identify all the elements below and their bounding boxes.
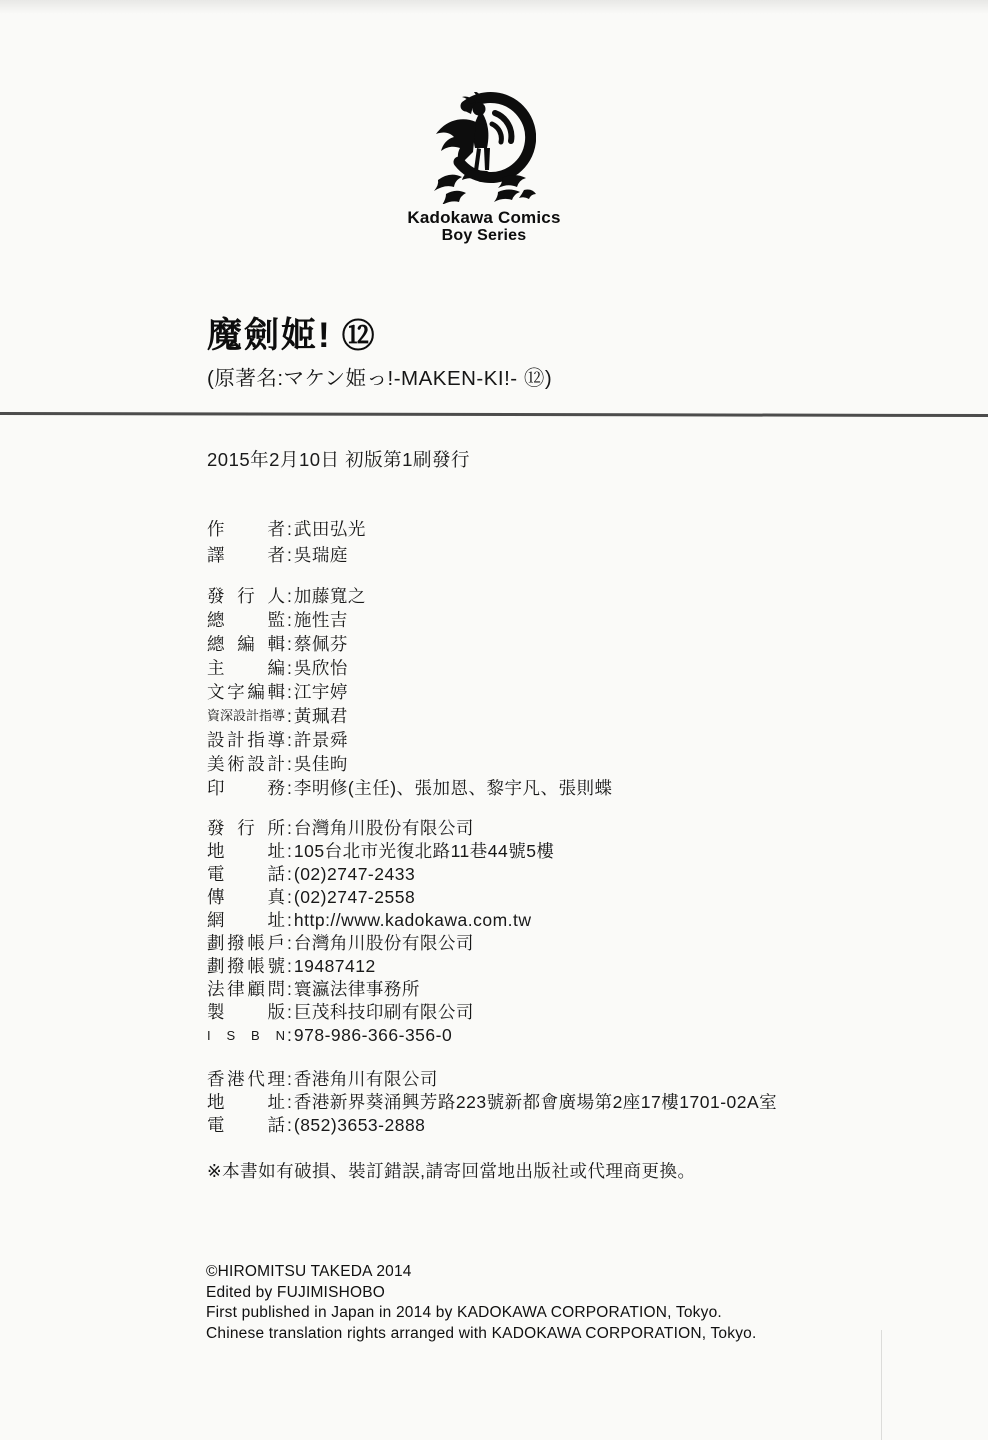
credit-value: 香港新界葵涌興芳路223號新都會廣場第2座17樓1701-02A室 — [293, 1092, 778, 1112]
credit-label: 資深設計指導 — [207, 708, 286, 723]
credit-separator: : — [287, 1092, 292, 1112]
credit-label: 網址 — [207, 910, 285, 930]
credit-separator: : — [287, 1069, 292, 1089]
credit-separator: : — [287, 1025, 292, 1045]
credit-separator: : — [287, 706, 292, 726]
divider-line — [0, 412, 988, 417]
credit-row — [207, 978, 554, 1001]
credit-label: 香港代理 — [207, 1069, 285, 1089]
credit-value: 台灣角川股份有限公司 — [293, 818, 474, 838]
credit-label: 傳真 — [207, 887, 285, 907]
credit-row — [207, 955, 554, 978]
publisher-logo — [403, 92, 565, 245]
credit-separator: : — [287, 887, 292, 907]
credit-value: 李明修(主任)、張加恩、黎宇凡、張則蝶 — [293, 778, 613, 798]
title-block — [207, 316, 552, 391]
credit-separator: : — [287, 586, 292, 606]
credit-label: 製版 — [207, 1002, 285, 1022]
credit-value: (852)3653-2888 — [293, 1115, 426, 1135]
credit-label: 法律顧問 — [207, 979, 285, 999]
credit-separator: : — [287, 864, 292, 884]
credit-row — [207, 909, 554, 932]
credit-label: 設計指導 — [207, 730, 285, 750]
credit-separator: : — [287, 818, 292, 838]
credit-separator: : — [287, 519, 292, 539]
copyright-line: First published in Japan in 2014 by KADOKAWA CORPORATION, Tokyo. — [206, 1304, 722, 1321]
scan-artifact-line — [881, 1330, 882, 1440]
credit-value: (02)2747-2433 — [293, 864, 416, 884]
credit-separator: : — [287, 634, 292, 654]
credit-value: 香港角川有限公司 — [293, 1069, 438, 1089]
credit-row — [207, 817, 554, 840]
credit-label: 主編 — [207, 658, 285, 678]
scan-artifact-top — [0, 0, 988, 14]
credit-label: 作者 — [207, 519, 285, 539]
credit-value: 加藤寬之 — [293, 586, 366, 606]
credit-row — [207, 1068, 777, 1091]
logo-text-line1: Kadokawa Comics — [407, 208, 561, 227]
book-title-text: 魔劍姬! — [207, 316, 332, 355]
credit-separator: : — [287, 545, 292, 565]
credit-row — [207, 656, 613, 680]
credit-label: 文字編輯 — [207, 682, 285, 702]
credit-separator: : — [287, 682, 292, 702]
credit-row — [207, 608, 613, 632]
credit-label: 總編輯 — [207, 634, 285, 654]
credit-separator: : — [287, 979, 292, 999]
credit-row — [207, 1091, 777, 1114]
credit-label: 總監 — [207, 610, 285, 630]
credit-row — [207, 932, 554, 955]
credit-value: 江宇婷 — [293, 682, 348, 702]
credit-row — [207, 863, 554, 886]
credit-row — [207, 1001, 554, 1024]
credit-value: 105台北市光復北路11巷44號5樓 — [293, 841, 555, 861]
credits-hongkong-agent — [207, 1068, 777, 1137]
credit-separator: : — [287, 910, 292, 930]
replacement-notice: ※本書如有破損、裝訂錯誤,請寄回當地出版社或代理商更換。 — [207, 1161, 696, 1181]
credit-value: 武田弘光 — [293, 519, 366, 539]
credit-separator: : — [287, 730, 292, 750]
credit-value: 吳瑞庭 — [293, 545, 348, 565]
credits-author-translator — [207, 516, 366, 568]
credit-value: 19487412 — [293, 956, 376, 976]
credit-label: 劃撥帳戶 — [207, 933, 285, 953]
credit-label: 發行人 — [207, 586, 285, 606]
copyright-line: ©HIROMITSU TAKEDA 2014 — [206, 1263, 412, 1280]
credit-row — [207, 516, 366, 542]
credit-row — [207, 752, 613, 776]
credit-separator: : — [287, 778, 292, 798]
credit-row — [207, 1024, 554, 1047]
credit-row — [207, 584, 613, 608]
copyright-block — [206, 1262, 756, 1344]
credit-row — [207, 680, 613, 704]
credit-label: 劃撥帳號 — [207, 956, 285, 976]
credit-value: 吳佳昫 — [293, 754, 348, 774]
credit-row — [207, 840, 554, 863]
credit-row — [207, 1114, 777, 1137]
credit-row — [207, 542, 366, 568]
credit-label: 美術設計 — [207, 754, 285, 774]
original-title: (原著名:マケン姫っ!-MAKEN-KI!- ⑫) — [207, 367, 553, 390]
credit-row — [207, 728, 613, 752]
credit-label: 地址 — [207, 1092, 285, 1112]
credit-value: 台灣角川股份有限公司 — [293, 933, 474, 953]
credit-value: 978-986-366-356-0 — [293, 1025, 453, 1045]
credit-separator: : — [287, 754, 292, 774]
credit-separator: : — [287, 1115, 292, 1135]
credit-separator: : — [287, 933, 292, 953]
credit-label: 地址 — [207, 841, 285, 861]
credit-value: (02)2747-2558 — [293, 887, 416, 907]
logo-text-line2: Boy Series — [441, 227, 527, 244]
credit-row — [207, 886, 554, 909]
edition-line: 2015年2月10日 初版第1刷發行 — [207, 449, 470, 470]
credit-row — [207, 704, 613, 728]
copyright-line: Chinese translation rights arranged with KADOKAWA CORPORATION, Tokyo. — [206, 1324, 757, 1342]
credit-separator: : — [287, 610, 292, 630]
credit-separator: : — [287, 1002, 292, 1022]
credit-value: http://www.kadokawa.com.tw — [293, 910, 532, 930]
credit-value: 吳欣怡 — [293, 658, 348, 678]
credit-label: 譯者 — [207, 545, 285, 565]
copyright-line: Edited by FUJIMISHOBO — [206, 1283, 386, 1301]
credits-publisher — [207, 817, 554, 1047]
volume-number: ⑫ — [341, 317, 375, 354]
phoenix-icon — [432, 92, 536, 204]
credit-separator: : — [287, 841, 292, 861]
credit-value: 寰瀛法律事務所 — [293, 979, 420, 999]
credit-value: 蔡佩芬 — [293, 634, 348, 654]
credit-label: 印務 — [207, 778, 285, 798]
credit-value: 施性吉 — [293, 610, 348, 630]
credit-separator: : — [287, 956, 292, 976]
credit-label: 電話 — [207, 864, 285, 884]
credit-value: 許景舜 — [293, 730, 348, 750]
credit-label: 發行所 — [207, 818, 285, 838]
credit-separator: : — [287, 658, 292, 678]
credit-value: 黃珮君 — [293, 706, 348, 726]
credit-value: 巨茂科技印刷有限公司 — [293, 1002, 474, 1022]
credit-row — [207, 776, 613, 800]
credit-row — [207, 632, 613, 656]
credit-label: 電話 — [207, 1115, 285, 1135]
credits-staff — [207, 584, 613, 800]
credit-label: I S B N — [207, 1028, 285, 1043]
book-title — [207, 316, 552, 356]
